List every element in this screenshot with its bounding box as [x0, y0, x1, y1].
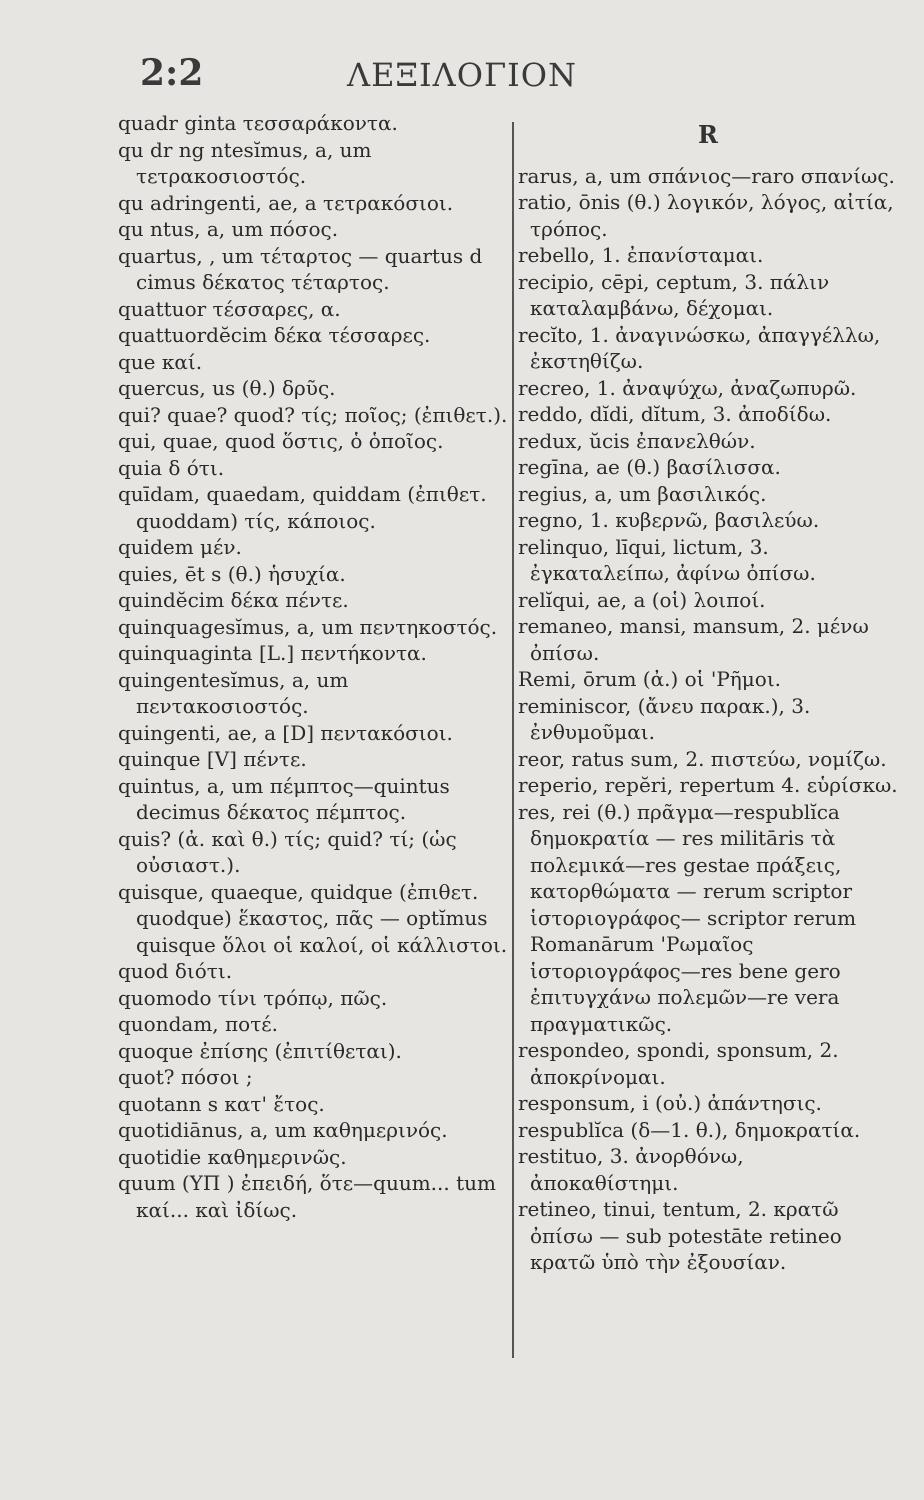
dictionary-entry: quondam, ποτέ.	[118, 1012, 278, 1036]
dictionary-entry: que καί.	[118, 349, 203, 374]
dictionary-entry: quoque ἐπίσης (ἐπιτίθεται).	[118, 1038, 402, 1063]
dictionary-entry: ratio, ōnis (θ.) λογικόν, λόγος, αἰτία, τρόπος.	[518, 190, 894, 241]
dictionary-entry: relinquo, līqui, lictum, 3. ἐγκαταλείπω, ἀφίνω ὀπίσω.	[518, 534, 816, 585]
dictionary-entry: quod διότι.	[118, 959, 233, 983]
dictionary-entry: rebello, 1. ἐπανίσταμαι.	[518, 243, 764, 267]
dictionary-entry: quies, ēt s (θ.) ἡσυχία.	[118, 561, 346, 586]
dictionary-entry: qu ntus, a, um πόσος.	[118, 217, 339, 241]
dictionary-entry: quum (ΥΠ ) ἐπειδή, ὅτε—quum... tum καί... καὶ ἰδίως.	[118, 1171, 496, 1222]
dictionary-entry: respondeo, spondi, sponsum, 2. ἀποκρίνομαι.	[518, 1038, 839, 1089]
dictionary-entry: responsum, i (οὐ.) ἀπάντησις.	[518, 1091, 822, 1115]
dictionary-entry: regīna, ae (θ.) βασίλισσα.	[518, 455, 781, 479]
dictionary-entry: res, rei (θ.) πρᾶγμα—respublĭca δημοκρατία — res militāris τὰ πολεμικά—res gestae πράξεις, κατορθώματα — rerum scriptor ἱστοριογράφος— scriptor rerum Romanārum 'Ρωμαῖος ἱστοριογράφος—res bene gero ἐπιτυγχάνω πολεμῶν—re vera πραγματικῶς.	[518, 799, 857, 1036]
section-letter: R	[698, 120, 718, 149]
dictionary-entry: reperio, repĕri, repertum 4. εὑρίσκω.	[518, 773, 898, 797]
dictionary-entry: quotann s κατ' ἔτος.	[118, 1091, 325, 1116]
dictionary-entry: restituo, 3. ἀνορθόνω, ἀποκαθίστημι.	[518, 1144, 744, 1195]
dictionary-entry: respublĭca (δ—1. θ.), δημοκρατία.	[518, 1117, 861, 1142]
dictionary-entry: quingenti, ae, a [D] πεντακόσιοι.	[118, 720, 453, 745]
dictionary-entry: quadr ginta τεσσαράκοντα.	[118, 111, 398, 135]
dictionary-entry: quia δ ότι.	[118, 455, 225, 480]
dictionary-entry: reminiscor, (ἄνευ παρακ.), 3. ἐνθυμοῦμαι.	[518, 693, 811, 744]
dictionary-entry: retineo, tinui, tentum, 2. κρατῶ ὀπίσω — sub potestāte retineo κρατῶ ὑπὸ τὴν ἐξουσίαν.	[518, 1197, 842, 1274]
dictionary-entry: quinquagesĭmus, a, um πεντηκοστός.	[118, 614, 498, 639]
dictionary-entry: quidem μέν.	[118, 535, 242, 559]
dictionary-entry: reddo, dĭdi, dĭtum, 3. ἀποδίδω.	[518, 402, 832, 426]
dictionary-entry: qui, quae, quod ὅστις, ὁ ὁποῖος.	[118, 429, 444, 453]
dictionary-entry: rarus, a, um σπάνιος—raro σπανίως.	[518, 163, 895, 188]
dictionary-entry: quercus, us (θ.) δρῦς.	[118, 376, 336, 400]
dictionary-entry: qui? quae? quod? τίς; ποῖος; (ἐπιθετ.).	[118, 402, 508, 427]
left-column	[118, 110, 513, 1223]
dictionary-entry: quomodo τίνι τρόπῳ, πῶς.	[118, 985, 388, 1010]
page-number: 2:2	[140, 52, 204, 94]
dictionary-entry: quingentesĭmus, a, um πεντακοσιοστός.	[118, 667, 349, 718]
dictionary-entry: reor, ratus sum, 2. πιστεύω, νομίζω.	[518, 746, 887, 771]
dictionary-entry: quattuordĕcim δέκα τέσσαρες.	[118, 323, 431, 347]
dictionary-entry: qu dr ng ntesĭmus, a, um τετρακοσιοστός.	[118, 137, 372, 188]
dictionary-entry: quīdam, quaedam, quiddam (ἐπιθετ. quoddam) τίς, κάποιος.	[118, 482, 487, 533]
dictionary-entry: quinque [V] πέντε.	[118, 747, 307, 771]
dictionary-entry: remaneo, mansi, mansum, 2. μένω ὀπίσω.	[518, 614, 869, 665]
dictionary-entry: quisque, quaeque, quidque (ἐπιθετ. quodque) ἕκαστος, πᾶς — optĭmus quisque ὅλοι οἱ καλοί, οἱ κάλλιστοι.	[118, 879, 508, 957]
column-divider	[512, 122, 514, 1358]
dictionary-entry: relĭqui, ae, a (οἱ) λοιποί.	[518, 587, 766, 612]
dictionary-entry: recĭto, 1. ἀναγινώσκω, ἀπαγγέλλω, ἐκστηθίζω.	[518, 322, 881, 373]
dictionary-entry: redux, ŭcis ἐπανελθών.	[518, 428, 756, 453]
dictionary-entry: quintus, a, um πέμπτος—quintus decimus δέκατος πέμπτος.	[118, 773, 450, 824]
right-column	[518, 110, 898, 1276]
dictionary-entry: quotidiānus, a, um καθημερινός.	[118, 1118, 448, 1142]
dictionary-entry: quis? (ἀ. καὶ θ.) τίς; quid? τί; (ὡς οὐσιαστ.).	[118, 826, 457, 877]
dictionary-entry: quartus, , um τέταρτος — quartus d cimus δέκατος τέταρτος.	[118, 243, 483, 294]
dictionary-entry: regius, a, um βασιλικός.	[518, 481, 767, 506]
right-entries	[518, 163, 898, 1276]
dictionary-entry: quot? πόσοι ;	[118, 1065, 253, 1089]
dictionary-entry: quotidie καθημερινῶς.	[118, 1144, 347, 1169]
running-head: ΛΕΞΙΛΟΓΙΟΝ	[346, 56, 578, 94]
dictionary-entry: Remi, ōrum (ἀ.) οἱ 'Ρῆμοι.	[518, 667, 782, 691]
dictionary-entry: quindĕcim δέκα πέντε.	[118, 588, 349, 612]
dictionary-entry: recipio, cēpi, ceptum, 3. πάλιν καταλαμβάνω, δέχομαι.	[518, 269, 830, 320]
dictionary-entry: quinquaginta [L.] πεντήκοντα.	[118, 641, 427, 665]
dictionary-entry: qu adringenti, ae, a τετρακόσιοι.	[118, 190, 454, 215]
dictionary-entry: recreo, 1. ἀναψύχω, ἀναζωπυρῶ.	[518, 375, 857, 400]
dictionary-entry: quattuor τέσσαρες, α.	[118, 296, 341, 321]
dictionary-entry: regno, 1. κυβερνῶ, βασιλεύω.	[518, 508, 820, 532]
